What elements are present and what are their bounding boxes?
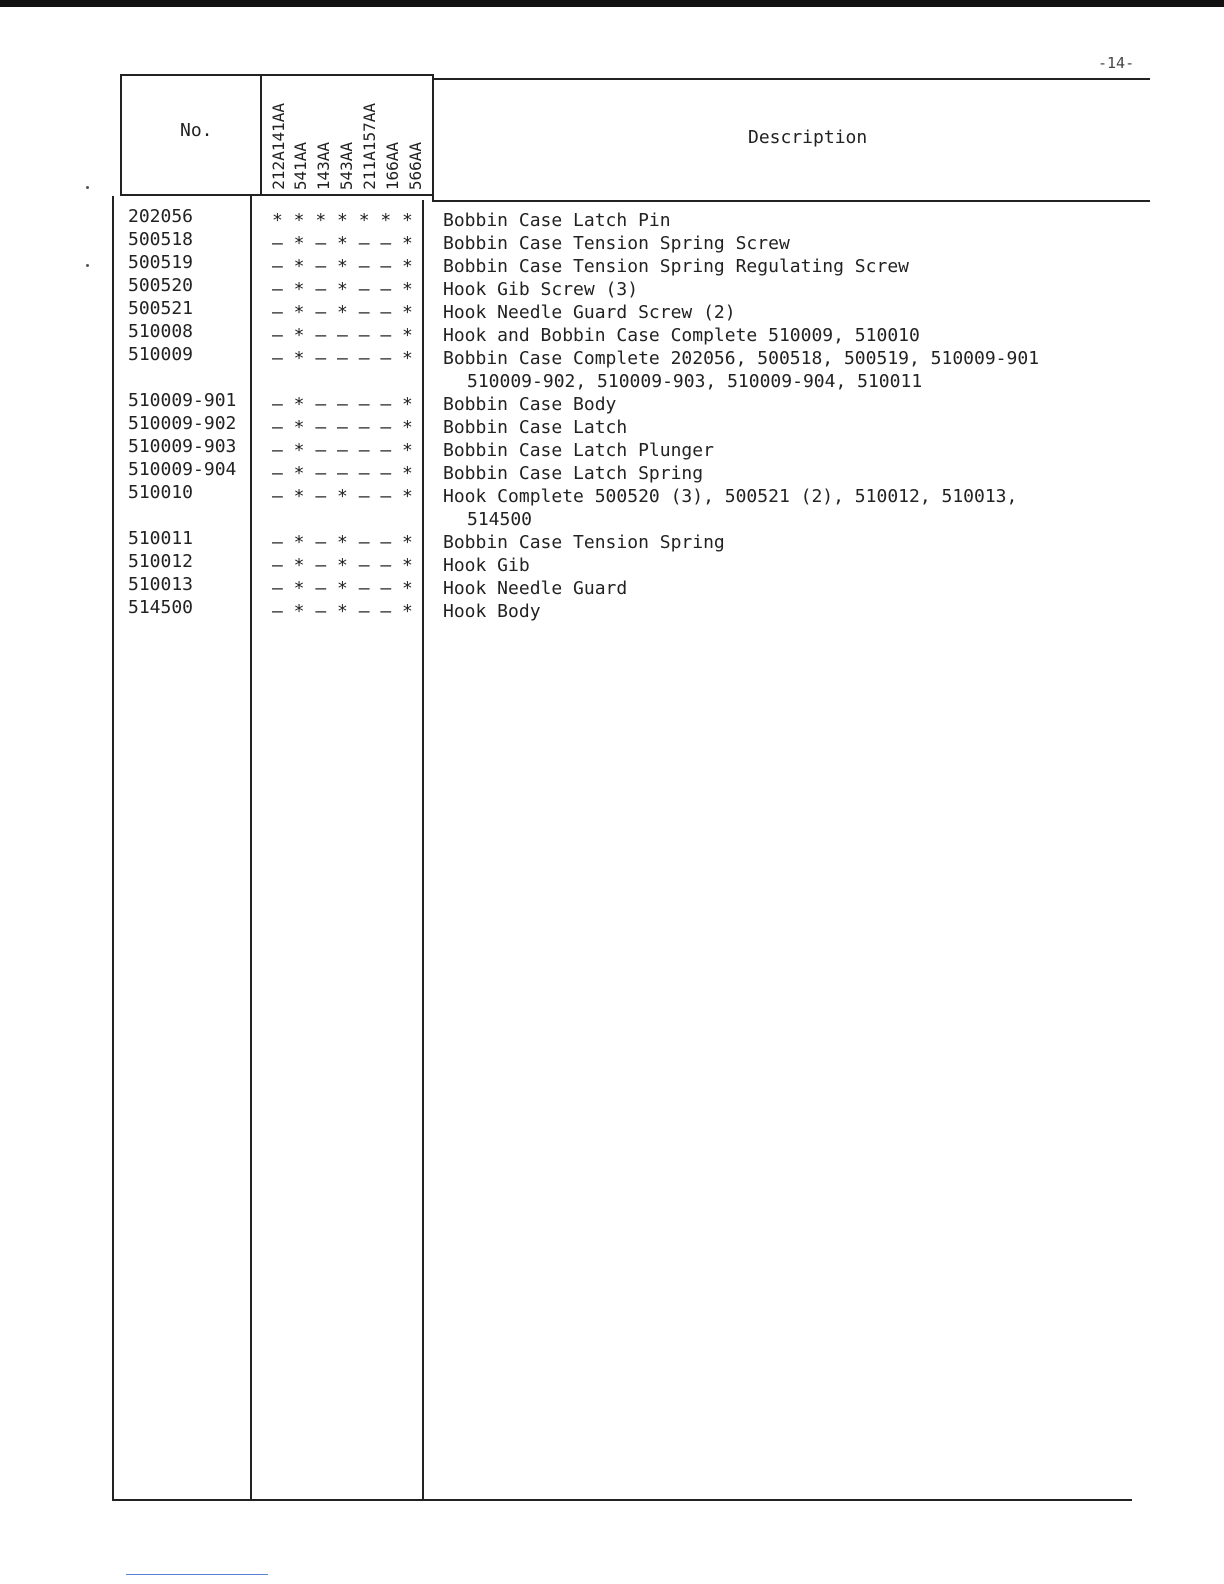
part-number: 510009-904	[128, 459, 237, 480]
part-description-continued: 514500	[467, 509, 533, 530]
model-marks: – * – – – – *	[272, 463, 413, 484]
part-number: 510011	[128, 528, 194, 549]
model-label: 212A141AA	[269, 103, 288, 190]
part-description-continued: 510009-902, 510009-903, 510009-904, 510011	[467, 371, 923, 392]
part-description: Bobbin Case Latch Plunger	[443, 440, 714, 461]
part-description: Hook Gib	[443, 555, 530, 576]
part-description: Hook Needle Guard Screw (2)	[443, 302, 736, 323]
part-number-column	[128, 205, 236, 619]
no-column-rule-header	[260, 74, 262, 196]
part-description: Bobbin Case Latch Pin	[443, 210, 671, 231]
model-marks: – * – * – – *	[272, 233, 413, 254]
spacer-row	[272, 508, 413, 531]
part-number: 510009-902	[128, 413, 237, 434]
model-marks: – * – – – – *	[272, 325, 413, 346]
model-marks: – * – * – – *	[272, 532, 413, 553]
part-number: 510012	[128, 551, 194, 572]
part-description: Bobbin Case Tension Spring	[443, 532, 725, 553]
part-description: Bobbin Case Latch Spring	[443, 463, 704, 484]
part-description: Bobbin Case Latch	[443, 417, 628, 438]
model-marks: – * – – – – *	[272, 440, 413, 461]
table-top-rule-desc	[434, 78, 1150, 80]
model-label: 143AA	[314, 141, 333, 190]
part-description: Hook and Bobbin Case Complete 510009, 510010	[443, 325, 920, 346]
model-marks: – * – * – – *	[272, 555, 413, 576]
model-marks: – * – * – – *	[272, 302, 413, 323]
model-label: 543AA	[337, 141, 356, 190]
part-description: Bobbin Case Body	[443, 394, 617, 415]
part-description: Bobbin Case Tension Spring Regulating Screw	[443, 256, 909, 277]
part-number: 202056	[128, 206, 194, 227]
model-marks: – * – * – – *	[272, 578, 413, 599]
part-number: 510009-903	[128, 436, 237, 457]
model-marks: – * – * – – *	[272, 486, 413, 507]
part-number: 514500	[128, 597, 194, 618]
part-description: Hook Complete 500520 (3), 500521 (2), 510012, 510013,	[443, 486, 1018, 507]
part-description: Hook Gib Screw (3)	[443, 279, 639, 300]
part-number: 500521	[128, 298, 194, 319]
part-description: Hook Body	[443, 601, 541, 622]
no-column-rule	[250, 196, 252, 1500]
model-label: 541AA	[291, 141, 310, 190]
part-number: 500518	[128, 229, 194, 250]
part-description: Bobbin Case Complete 202056, 500518, 500519, 510009-901	[443, 348, 1040, 369]
header-no: No.	[180, 120, 213, 141]
part-description: Hook Needle Guard	[443, 578, 628, 599]
part-number: 510008	[128, 321, 194, 342]
model-marks: – * – – – – *	[272, 417, 413, 438]
spacer-row	[272, 370, 413, 393]
model-marks: – * – * – – *	[272, 279, 413, 300]
spacer-row	[128, 504, 236, 527]
models-column-rule	[422, 200, 424, 1500]
model-marks: – * – * – – *	[272, 256, 413, 277]
model-label: 566AA	[406, 141, 425, 190]
header-description: Description	[748, 127, 868, 148]
model-marks-column	[272, 209, 413, 623]
model-label: 166AA	[383, 141, 402, 190]
part-number: 510009-901	[128, 390, 237, 411]
page-number: -14-	[1098, 54, 1135, 72]
part-number: 510009	[128, 344, 194, 365]
part-description: Bobbin Case Tension Spring Screw	[443, 233, 790, 254]
part-number: 510010	[128, 482, 194, 503]
header-bottom-rule-desc	[434, 200, 1150, 202]
model-marks: – * – – – – *	[272, 394, 413, 415]
part-number: 500520	[128, 275, 194, 296]
table-bottom-rule	[112, 1499, 1132, 1501]
header-models	[271, 78, 435, 190]
header-bottom-rule	[120, 194, 434, 196]
table-left-rule	[112, 196, 114, 1500]
model-label: 211A157AA	[360, 103, 379, 190]
model-marks: – * – – – – *	[272, 348, 413, 369]
part-number: 510013	[128, 574, 194, 595]
table-top-rule	[120, 74, 434, 76]
table-left-rule-header	[120, 74, 122, 196]
model-marks: * * * * * * *	[272, 210, 413, 231]
spacer-row	[128, 366, 236, 389]
description-column	[443, 209, 1039, 623]
model-marks: – * – * – – *	[272, 601, 413, 622]
part-number: 500519	[128, 252, 194, 273]
